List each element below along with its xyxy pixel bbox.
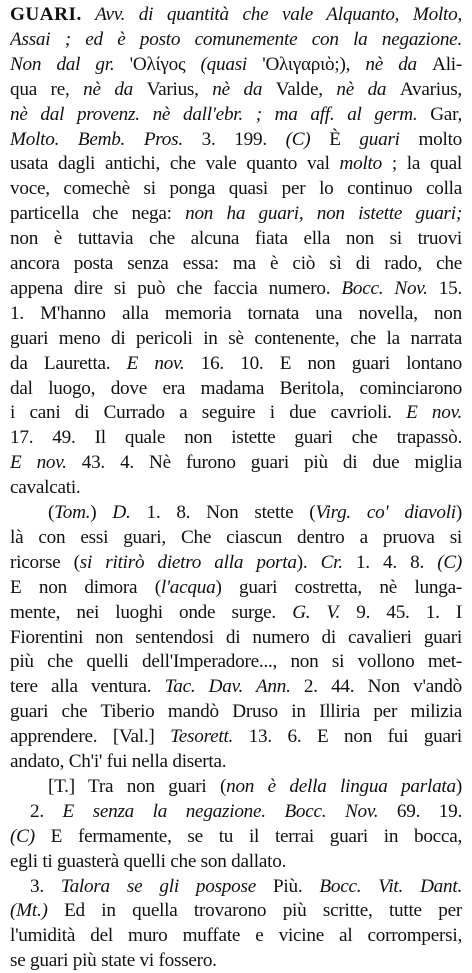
text-line xyxy=(48,774,462,799)
text-line xyxy=(48,500,462,525)
text-line xyxy=(10,849,462,874)
roman-text: 16. 10. E non guari lontano xyxy=(200,352,462,374)
italic-text: Talora se gli pospose xyxy=(60,875,273,897)
italic-text: Avv. di quantità che vale Alquanto, Molto, xyxy=(81,4,462,25)
roman-text: 1. M'hanno alla memoria tornata una novella, non xyxy=(10,302,462,324)
italic-text: G. V. xyxy=(292,601,357,623)
roman-text: ) xyxy=(90,502,113,523)
roman-text: 'Ολίγος xyxy=(129,53,201,75)
italic-text: (Mt.) xyxy=(10,900,65,922)
roman-text: appena dire si può che faccia numero. xyxy=(10,277,342,299)
text-line xyxy=(10,27,462,52)
roman-text: È xyxy=(329,128,360,150)
italic-text: nè dal provenz. nè dall'ebr. ; ma aff. al germ. xyxy=(10,103,431,125)
italic-text: D. xyxy=(112,502,147,523)
text-line xyxy=(10,2,462,27)
text-line xyxy=(10,550,462,575)
roman-text: guari che Tiberio mandò Druso in Illiria per milizia xyxy=(10,701,462,723)
text-line xyxy=(10,176,462,201)
italic-text: E senza la negazione. Bocc. Nov. xyxy=(62,800,397,822)
italic-text: Cr. xyxy=(320,551,356,573)
roman-text: ; la qual xyxy=(391,153,462,175)
text-line xyxy=(10,52,462,77)
roman-text: tere alla ventura. xyxy=(10,676,165,698)
roman-text: dal luogo, dove era madama Beritola, cominciarono xyxy=(10,377,462,399)
italic-text: Bocc. Nov. xyxy=(341,277,439,299)
text-line xyxy=(10,575,462,600)
roman-text: mente, nei luoghi onde surge. xyxy=(10,601,293,623)
roman-text: non è tuttavia che alcuna fiata ella non si truovi xyxy=(10,228,462,250)
text-line xyxy=(10,649,462,674)
roman-text: Ed in quella trovarono più scritte, tutte per xyxy=(64,900,462,922)
roman-text: 2. 44. Non v'andò xyxy=(303,676,462,698)
text-line xyxy=(10,600,462,625)
roman-text: 2. xyxy=(30,800,63,822)
text-line xyxy=(10,400,462,425)
roman-text: 'Ολιγαριὸ;), xyxy=(262,53,366,75)
text-line xyxy=(10,326,462,351)
text-line xyxy=(10,102,462,127)
text-line xyxy=(10,251,462,276)
roman-text: 3. xyxy=(30,875,61,897)
roman-text: 17. 49. Il quale non istette guari che trapassò. xyxy=(10,427,462,449)
text-line xyxy=(10,824,462,849)
italic-text: Non dal gr. xyxy=(10,53,130,75)
text-line xyxy=(10,77,462,102)
roman-text: 1. 4. 8. xyxy=(355,551,438,573)
italic-text: (C) xyxy=(437,551,462,573)
roman-text: 13. 6. E non fui guari xyxy=(248,726,462,748)
text-line xyxy=(10,301,462,326)
text-line xyxy=(30,874,462,899)
italic-text: non è della lingua parlata xyxy=(226,775,456,797)
roman-text: E fermamente, se tu il terrai guari in bocca, xyxy=(50,825,462,847)
italic-text: Tesorett. xyxy=(170,726,249,748)
roman-text: egli ti guasterà quelli che son dallato. xyxy=(10,850,287,872)
roman-text: E non dimora ( xyxy=(10,576,161,598)
roman-text: 9. 45. 1. I xyxy=(356,601,462,623)
roman-text: più che quelli dell'Imperadore..., non si vollono met- xyxy=(10,651,462,673)
roman-text: apprendere. [Val.] xyxy=(10,726,171,748)
roman-text: ricorse ( xyxy=(10,551,80,573)
italic-text: E nov. xyxy=(406,402,462,424)
roman-text: particella che nega: xyxy=(10,203,186,225)
italic-text: Bocc. Vit. Dant. xyxy=(319,875,462,897)
roman-text: usata dagli antichi, che vale quanto val xyxy=(10,153,340,175)
italic-text: E nov. xyxy=(10,452,82,474)
italic-text: si ritirò dietro alla porta xyxy=(79,551,297,573)
roman-text: 15. xyxy=(438,277,462,299)
text-line xyxy=(10,898,462,923)
italic-text: non ha guari, non istette guari; xyxy=(185,203,462,225)
text-line xyxy=(10,226,462,251)
roman-text: Gar, xyxy=(430,103,462,125)
roman-text: Avarius, xyxy=(399,78,462,100)
roman-text: Più. xyxy=(273,875,320,897)
roman-text: molto xyxy=(418,128,462,150)
text-line xyxy=(10,525,462,550)
italic-text: nè da xyxy=(365,53,433,75)
text-line xyxy=(10,475,462,500)
roman-text: ). xyxy=(296,551,321,573)
italic-text: nè da xyxy=(336,78,400,100)
italic-text: (C) xyxy=(285,128,330,150)
italic-text: guari xyxy=(359,128,419,150)
roman-text: l'umidità del muro muffate e vicine al corrompersi, xyxy=(10,925,462,947)
roman-text: [T.] Tra non guari ( xyxy=(48,775,227,797)
roman-text: ancora posta senza essa: ma è ciò sì di rado, che xyxy=(10,253,462,274)
roman-text: cavalcati. xyxy=(10,477,81,499)
text-line xyxy=(10,625,462,650)
italic-text: nè da xyxy=(212,78,276,100)
italic-text: (C) xyxy=(10,825,51,847)
roman-text: ) guari costretta, nè lunga- xyxy=(215,576,462,598)
roman-text: ) xyxy=(455,775,462,797)
roman-text: Ali- xyxy=(432,53,462,75)
roman-text: se guari più state vi fossero. xyxy=(10,950,217,972)
roman-text: Varius, xyxy=(146,78,213,100)
roman-text: da Lauretta. xyxy=(10,352,127,374)
italic-text: molto xyxy=(339,153,392,175)
text-line xyxy=(10,425,462,450)
roman-text: i cani di Currado a seguire i due cavrioli. xyxy=(10,402,407,424)
roman-text: 69. 19. xyxy=(396,800,462,822)
italic-text: Virg. co' diavoli xyxy=(315,502,456,523)
text-line xyxy=(10,127,462,152)
text-line xyxy=(10,201,462,226)
text-line xyxy=(10,450,462,475)
italic-text: Tom. xyxy=(54,502,91,523)
roman-text: Valde, xyxy=(275,78,337,100)
roman-text: Fiorentini non sentendosi di numero di cavalieri guari xyxy=(10,626,462,648)
text-line xyxy=(10,151,462,176)
italic-text: nè da xyxy=(83,78,147,100)
italic-text: Assai ; ed è posto comunemente con la negazione. xyxy=(10,28,462,50)
italic-text: l'acqua xyxy=(160,576,216,598)
text-line xyxy=(10,699,462,724)
text-line xyxy=(10,923,462,948)
text-line xyxy=(10,376,462,401)
roman-text: là con essi guari, Che ciascun dentro a pruova si xyxy=(10,526,462,548)
italic-text: E nov. xyxy=(126,352,201,374)
roman-text: voce, comechè si ponga quasi per lo continuo colla xyxy=(10,178,462,200)
roman-text: guari meno di pericoli in sè contenente, che la narrata xyxy=(10,327,462,349)
roman-text: 43. 4. Nè furono guari più di due miglia xyxy=(81,452,462,474)
roman-text: ( xyxy=(48,502,55,523)
italic-text: Tac. Dav. Ann. xyxy=(164,676,304,698)
text-line xyxy=(10,724,462,749)
text-line xyxy=(10,749,462,774)
italic-text: (quasi xyxy=(200,53,263,75)
roman-text: andato, Ch'i' fui nella diserta. xyxy=(10,751,227,772)
roman-text: qua re, xyxy=(10,78,84,100)
text-line xyxy=(10,674,462,699)
text-line xyxy=(10,276,462,301)
text-line xyxy=(30,799,462,824)
text-line xyxy=(10,351,462,376)
roman-text: 1. 8. Non stette ( xyxy=(146,502,316,523)
headword: GUARI. xyxy=(10,4,82,25)
roman-text: 3. 199. xyxy=(201,128,286,150)
roman-text: ) xyxy=(455,502,462,523)
italic-text: Molto. Bemb. Pros. xyxy=(10,128,202,150)
text-line xyxy=(10,948,462,973)
